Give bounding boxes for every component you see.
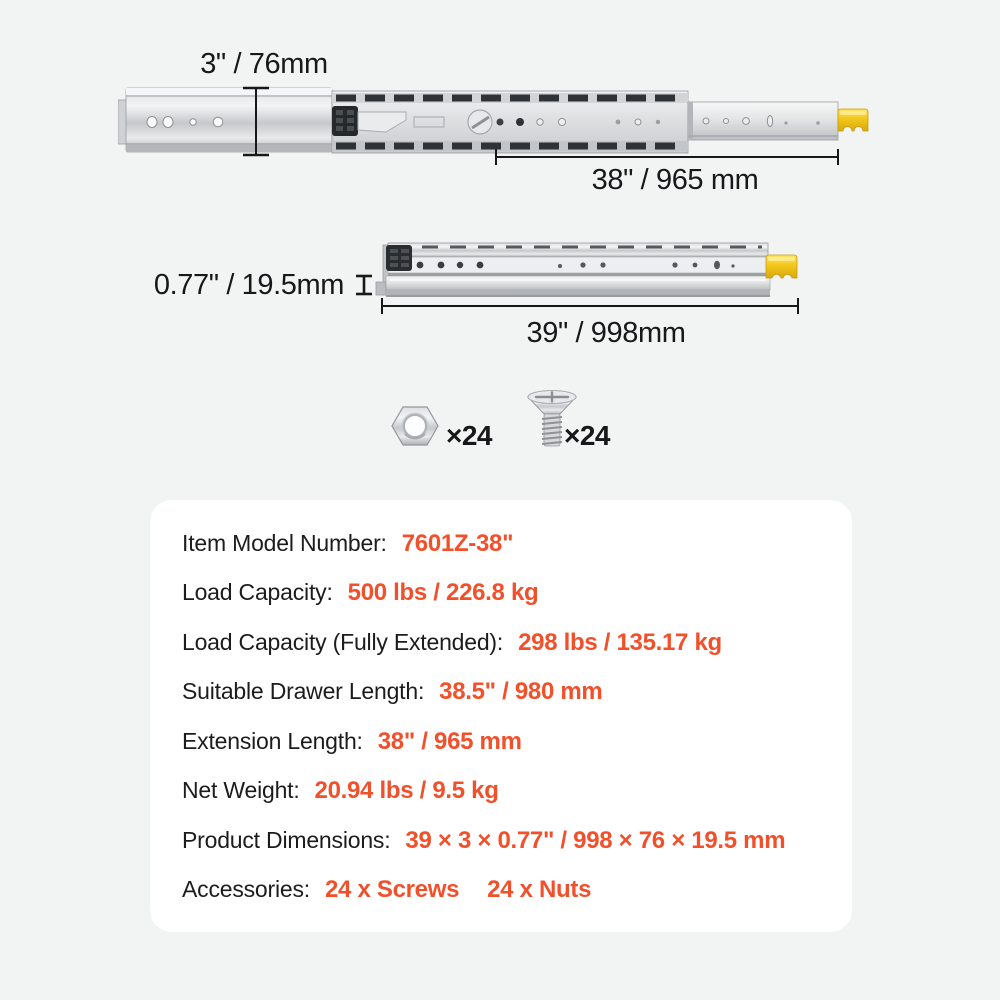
spec-row-product-dimensions xyxy=(182,827,822,855)
spec-value: 39 × 3 × 0.77" / 998 × 76 × 19.5 mm xyxy=(405,826,786,854)
screw-count-label: ×24 xyxy=(564,420,610,451)
spec-card xyxy=(150,500,852,932)
disconnect-lever xyxy=(332,106,358,136)
spec-value: 298 lbs / 135.17 kg xyxy=(518,628,722,656)
closed-top-rail xyxy=(388,243,768,257)
spec-label: Product Dimensions: xyxy=(182,826,391,853)
spec-value-nuts: 24 x Nuts xyxy=(487,875,592,903)
spec-label: Accessories: xyxy=(182,875,310,902)
inner-rail xyxy=(688,102,838,140)
nut-count-label: ×24 xyxy=(446,420,492,451)
spec-label: Suitable Drawer Length: xyxy=(182,678,425,705)
spec-row-model xyxy=(182,530,822,558)
spec-value: 20.94 lbs / 9.5 kg xyxy=(314,777,499,805)
spec-label: Load Capacity (Fully Extended): xyxy=(182,628,504,655)
spec-row-drawer-length xyxy=(182,678,822,706)
spec-value: 7601Z-38" xyxy=(401,530,514,557)
closed-bottom-rail xyxy=(386,276,770,290)
overall-length-dimension-line xyxy=(382,298,798,314)
slide-height-label: 3" / 76mm xyxy=(200,48,328,80)
closed-middle-rail xyxy=(388,257,768,273)
spec-label: Item Model Number: xyxy=(182,530,387,556)
slide-extension-length-label: 38" / 965 mm xyxy=(591,164,759,196)
nut-icon xyxy=(391,402,439,450)
spec-value: 38" / 965 mm xyxy=(377,727,522,755)
slide-overall-length-label: 39" / 998mm xyxy=(526,317,686,349)
lock-handle-closed xyxy=(766,255,797,278)
spec-value: 38.5" / 980 mm xyxy=(439,678,603,706)
spec-label: Load Capacity: xyxy=(182,579,333,606)
closed-drawer-slide-illustration xyxy=(370,236,806,320)
spec-value-screws: 24 x Screws xyxy=(324,875,460,903)
lock-handle-extended xyxy=(838,109,868,131)
spec-row-load-capacity xyxy=(182,579,822,607)
spec-row-net-weight xyxy=(182,777,822,805)
spec-row-accessories xyxy=(182,876,822,904)
spec-value: 500 lbs / 226.8 kg xyxy=(347,579,539,607)
spec-row-extension-length xyxy=(182,728,822,756)
spec-label: Net Weight: xyxy=(182,777,300,804)
thickness-tick-icon xyxy=(352,272,376,298)
spec-label: Extension Length: xyxy=(182,727,363,754)
spec-row-load-capacity-extended xyxy=(182,629,822,657)
slide-thickness-label: 0.77" / 19.5mm xyxy=(153,269,344,301)
